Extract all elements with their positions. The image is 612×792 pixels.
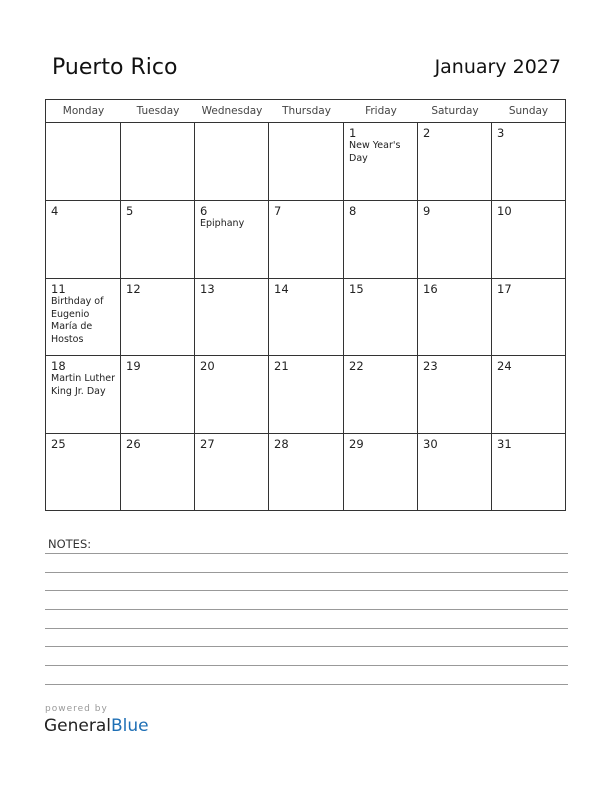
day-cell <box>269 279 344 356</box>
weekday-header: Saturday <box>418 100 492 123</box>
day-number: 27 <box>200 437 215 451</box>
day-number: 23 <box>423 359 438 373</box>
day-cell <box>492 434 565 510</box>
note-line <box>45 553 568 554</box>
day-number: 28 <box>274 437 289 451</box>
day-cell <box>418 201 492 279</box>
weekday-header: Wednesday <box>195 100 269 123</box>
day-number: 10 <box>497 204 512 218</box>
day-cell <box>46 356 121 434</box>
day-cell <box>195 279 269 356</box>
day-number: 9 <box>423 204 431 218</box>
day-number: 29 <box>349 437 364 451</box>
day-number: 14 <box>274 282 289 296</box>
day-number: 30 <box>423 437 438 451</box>
day-number: 21 <box>274 359 289 373</box>
day-number: 4 <box>51 204 59 218</box>
note-line <box>45 628 568 629</box>
brand-general: General <box>44 716 111 736</box>
day-cell <box>46 123 121 201</box>
weekday-header: Monday <box>46 100 121 123</box>
day-cell <box>344 279 418 356</box>
brand-logo <box>44 716 149 736</box>
day-number: 19 <box>126 359 141 373</box>
day-cell <box>195 123 269 201</box>
day-number: 16 <box>423 282 438 296</box>
note-line <box>45 609 568 610</box>
day-cell <box>121 434 195 510</box>
holiday-label: New Year's Day <box>349 140 401 164</box>
day-number: 1 <box>349 126 357 140</box>
day-cell <box>492 201 565 279</box>
powered-by-text: powered by <box>45 704 108 714</box>
day-cell <box>418 123 492 201</box>
notes-label: NOTES: <box>48 537 92 551</box>
day-number: 12 <box>126 282 141 296</box>
day-cell <box>46 201 121 279</box>
day-number: 17 <box>497 282 512 296</box>
day-cell <box>344 434 418 510</box>
weekday-header: Friday <box>344 100 418 123</box>
day-number: 22 <box>349 359 364 373</box>
day-cell <box>121 279 195 356</box>
day-cell <box>195 201 269 279</box>
day-number: 18 <box>51 359 66 373</box>
day-number: 13 <box>200 282 215 296</box>
day-cell <box>269 123 344 201</box>
day-number: 25 <box>51 437 66 451</box>
day-number: 8 <box>349 204 357 218</box>
day-number: 7 <box>274 204 282 218</box>
day-number: 5 <box>126 204 134 218</box>
country-title: Puerto Rico <box>52 55 178 80</box>
day-cell <box>121 201 195 279</box>
holiday-label: Birthday of Eugenio María de Hostos <box>51 296 104 345</box>
day-cell <box>418 279 492 356</box>
calendar-grid <box>45 99 566 511</box>
weekday-header: Thursday <box>269 100 344 123</box>
day-cell <box>269 201 344 279</box>
day-cell <box>195 356 269 434</box>
day-cell <box>344 356 418 434</box>
note-line <box>45 665 568 666</box>
day-cell <box>121 356 195 434</box>
day-cell <box>418 356 492 434</box>
day-cell <box>269 356 344 434</box>
note-line <box>45 590 568 591</box>
day-cell <box>418 434 492 510</box>
holiday-label: Epiphany <box>200 218 245 229</box>
day-number: 6 <box>200 204 208 218</box>
day-cell <box>195 434 269 510</box>
day-number: 20 <box>200 359 215 373</box>
day-cell <box>492 356 565 434</box>
weekday-header: Sunday <box>492 100 565 123</box>
month-title: January 2027 <box>434 56 561 78</box>
day-cell <box>492 123 565 201</box>
day-number: 11 <box>51 282 66 296</box>
day-cell <box>269 434 344 510</box>
weekday-header: Tuesday <box>121 100 195 123</box>
day-number: 15 <box>349 282 364 296</box>
day-cell <box>492 279 565 356</box>
holiday-label: Martin Luther King Jr. Day <box>51 373 115 397</box>
day-cell <box>344 201 418 279</box>
day-cell <box>46 279 121 356</box>
day-number: 24 <box>497 359 512 373</box>
brand-blue: Blue <box>111 716 149 736</box>
day-number: 2 <box>423 126 431 140</box>
note-line <box>45 646 568 647</box>
day-cell <box>46 434 121 510</box>
day-cell <box>344 123 418 201</box>
note-line <box>45 684 568 685</box>
day-number: 3 <box>497 126 505 140</box>
day-number: 31 <box>497 437 512 451</box>
note-line <box>45 572 568 573</box>
day-cell <box>121 123 195 201</box>
day-number: 26 <box>126 437 141 451</box>
